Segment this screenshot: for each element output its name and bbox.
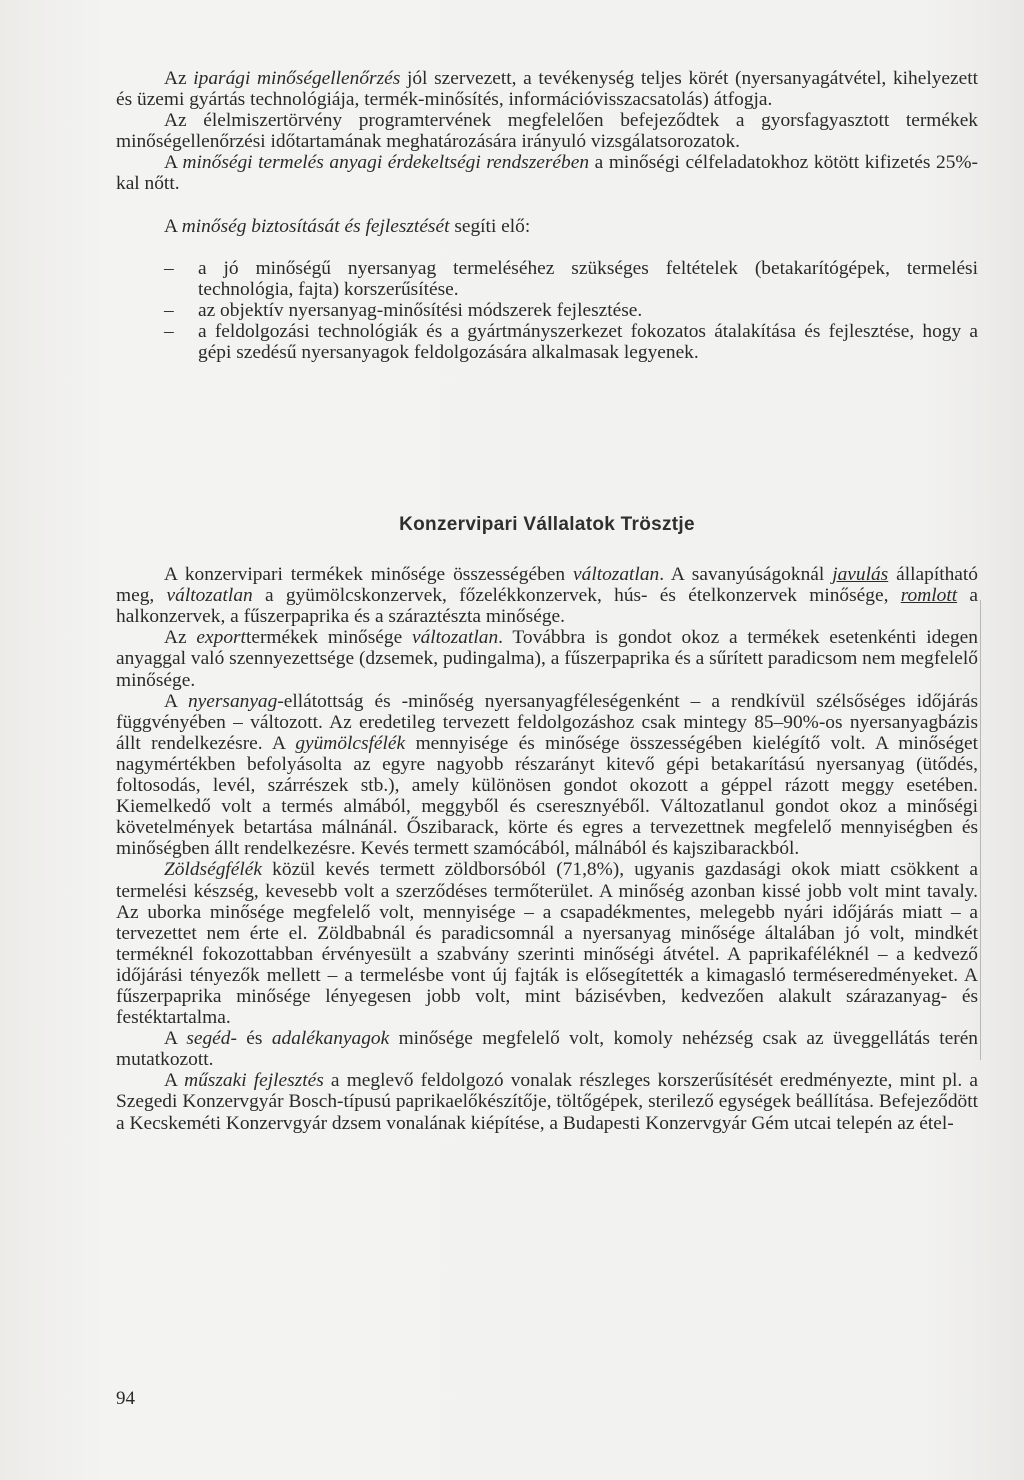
- paragraph-vegetables: Zöldségfélék közül kevés termett zöldborsóból (71,8%), ugyanis gazdasági okok miatt csökkent a termelési készség, kevesebb volt a szerződéses termőterület. A minőség azonban kissé jobb volt mint tavaly. Az uborka minősége megfelelő volt, mennyisége – a csapadékmentes, melegebb nyári időjárás miatt – a tervezettet nem érte el. Zöldbabnál és paradicsomnál a nyersanyag minősége általában jó volt, mindkét terméknél fokozottabban érvényesült a szabvány szerinti minőségi átvétel. A paprikaféléknél – a kedvező időjárási tényezők mellett – a termelésbe vont új fajták is elősegítették a kimagasló terméseredményeket. A fűszerpaprika minősége lényegesen jobb volt, mint bázisévben, kedvezően alakult szárazanyag- és festéktartalma.: [116, 859, 978, 1029]
- paragraph-food-law: Az élelmiszertörvény programtervének megfelelően befejeződtek a gyorsfagyasztott termékek minőségellenőrzési időtartamának meghatározására irányuló vizsgálatsorozatok.: [116, 110, 978, 153]
- paragraph-product-quality: A konzervipari termékek minősége összességében változatlan. A savanyúságoknál javulás állapítható meg, változatlan a gyümölcskonzervek, főzelékkonzervek, hús- és ételkonzervek minősége, romlott a halkonzervek, a fűszerpaprika és a száraztészta minősége.: [116, 564, 978, 628]
- paragraph-additives: A segéd- és adalékanyagok minősége megfelelő volt, komoly nehézség csak az üveggellátás terén mutatkozott.: [116, 1028, 978, 1071]
- list-item: – a feldolgozási technológiák és a gyártmányszerkezet fokozatos átalakítása és fejlesztése, hogy a gépi szedésű nyersanyagok feldolgozására alkalmasak legyenek.: [164, 320, 978, 364]
- dash-marker: –: [164, 257, 174, 279]
- page-edge-line: [980, 600, 981, 1060]
- dash-marker: –: [164, 320, 174, 342]
- dash-list: [116, 258, 978, 363]
- paragraph-industry-quality: Az iparági minőségellenőrzés jól szervezett, a tevékenység teljes körét (nyersanyagátvétel, kihelyezett és üzemi gyártás technológiája, termék-minősítés, információvisszacsatolás) átfogja.: [116, 68, 979, 111]
- page-number: 94: [116, 1388, 135, 1409]
- paragraph-incentive-system: A minőségi termelés anyagi érdekeltségi rendszerében a minőségi célfeladatokhoz kötött kifizetés 25%-kal nőtt.: [116, 152, 978, 195]
- intro-block: [116, 68, 978, 363]
- list-item: – az objektív nyersanyag-minősítési módszerek fejlesztése.: [164, 299, 643, 321]
- section-title: Konzervipari Vállalatok Trösztje: [399, 514, 695, 535]
- paragraph-raw-material: A nyersanyag-ellátottság és -minőség nyersanyagféleségenként – a rendkívül szélsőséges időjárás függvényében – változott. Az eredetileg tervezett feldolgozáshoz csak mintegy 85–90%-os nyersanyagbázis állt rendelkezésre. A gyümölcsfélék mennyisége és minősége összességében kielégítő volt. A minőséget nagymértékben befolyásolta az egyre nagyobb részarányt kitevő gépi betakarítású nyersanyag (ütődés, foltosodás, levél, szárrészek stb.), amely különösen gondot okozott a géppel rázott meggy esetében. Kiemelkedő volt a termés almából, meggyből és cseresznyéből. Változatlanul gondot okoz a minőségi követelmények betartása málnánál. Őszibarack, körte és egres a tervezettnek megfelelő mennyiségben és minőségben állt rendelkezésre. Kevés termett szamócából, málnából és kajszibarackból.: [116, 690, 979, 860]
- dash-marker: –: [164, 299, 174, 321]
- section-block: [116, 514, 978, 1134]
- paragraph-technical-development: A műszaki fejlesztés a meglevő feldolgozó vonalak részleges korszerűsítését eredményezte, mint pl. a Szegedi Konzervgyár Bosch-típusú paprikaelőkészítője, töltőgépek, sterilező egységek beállítása. Befejeződött a Kecskeméti Konzervgyár dzsem vonalának kiépítése, a Budapesti Konzervgyár Gém utcai telepén az étel-: [116, 1070, 978, 1134]
- paragraph-quality-assurance: A minőség biztosítását és fejlesztését segíti elő:: [164, 215, 531, 237]
- paragraph-export: Az exporttermékek minősége változatlan. Továbbra is gondot okoz a termékek esetenkénti idegen anyaggal való szennyezettsége (dzsemek, pudingalma), a fűszerpaprika és a sűrített paradicsom nem megfelelő minősége.: [116, 627, 978, 691]
- list-item: – a jó minőségű nyersanyag termeléséhez szükséges feltételek (betakarítógépek, termelési technológia, fajta) korszerűsítése.: [164, 257, 978, 300]
